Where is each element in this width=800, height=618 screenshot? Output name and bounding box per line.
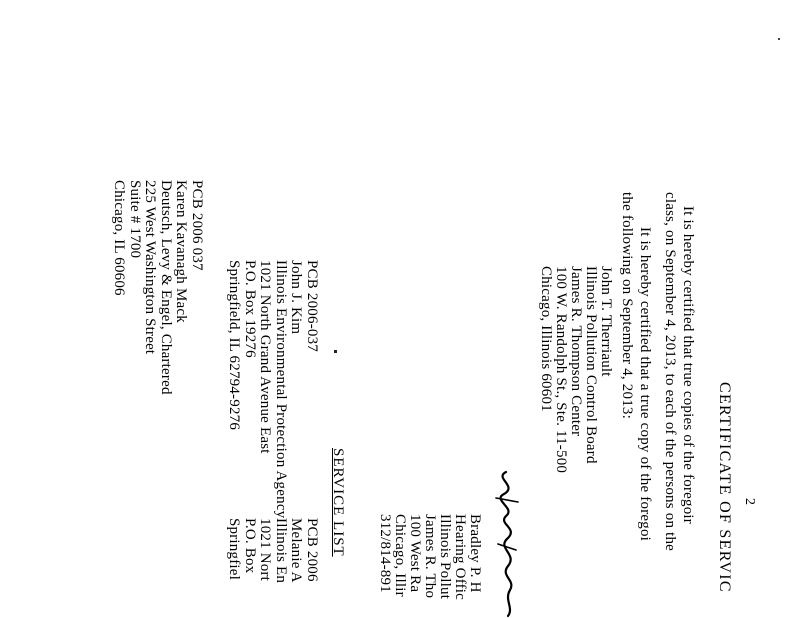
service-entry-line: 1021 Nort: [257, 518, 274, 582]
hearing-officer-line: Chicago, Illir: [392, 514, 408, 597]
service-entry-line: 225 West Washington Street: [142, 180, 159, 355]
service-list-entry: [226, 260, 319, 518]
service-entry-line: John J. Kim: [288, 260, 305, 335]
service-entry-line: 1021 North Grand Avenue East: [257, 260, 274, 454]
service-entry-line: PCB 2006: [304, 518, 320, 582]
board-address: [538, 266, 613, 473]
paragraph-1-line-2: class, on September 4, 2013, to each of the persons on the: [662, 192, 678, 552]
hearing-officer-line: James R. Tho: [422, 514, 438, 599]
service-entry-line: Illinois En: [273, 518, 289, 584]
service-entry-line: Karen Kavanagh Mack: [173, 180, 190, 323]
paragraph-2: [618, 192, 654, 541]
board-address-line: James R. Thompson Center: [568, 266, 584, 437]
hearing-officer-block: [377, 514, 482, 600]
board-address-line: 100 W. Randolph St., Ste. 11-500: [553, 266, 569, 474]
service-entry-line: P.O. Box: [242, 518, 258, 574]
paragraph-1: [661, 192, 697, 551]
service-entry-line: PCB 2006 037: [189, 180, 205, 271]
service-entry-line: Chicago, IL 60606: [111, 180, 128, 296]
service-list-title: [329, 448, 346, 557]
hearing-officer-line: Illinois Pollut: [437, 514, 453, 600]
service-entry-line: P.O. Box 19276: [242, 260, 258, 358]
board-address-line: Illinois Pollution Control Board: [583, 266, 599, 464]
service-entry-line: Illinois Environmental Protection Agency: [273, 260, 289, 519]
service-entry-line: Suite # 1700: [127, 180, 143, 259]
hearing-officer-line: Bradley P. H: [467, 514, 483, 593]
scan-speck: [778, 38, 780, 40]
service-list-entry: [226, 518, 319, 583]
page-number: [741, 498, 758, 505]
certificate-heading-text: CERTIFICATE OF SERVIC: [716, 382, 733, 593]
certificate-heading: [716, 382, 733, 593]
service-entry-line: Melanie A: [288, 518, 305, 583]
paragraph-1-line-1: It is hereby certified that true copies of the foregoir: [680, 206, 696, 524]
handwritten-signature: [488, 468, 524, 618]
service-entry-line: PCB 2006-037: [304, 260, 320, 352]
service-list-entry: [111, 180, 204, 395]
service-list-title-text: SERVICE LIST: [330, 448, 346, 557]
page-number-text: 2: [742, 498, 757, 506]
service-entry-line: Springfield, IL 62794-9276: [226, 260, 243, 431]
paragraph-2-line-1: It is hereby certified that a true copy of the foregoi: [637, 227, 653, 542]
service-entry-line: Springfiel: [226, 518, 243, 580]
hearing-officer-line: 312/814-891: [377, 514, 393, 593]
paragraph-2-line-2: the following on September 4, 2013:: [619, 192, 635, 419]
hearing-officer-line: 100 West Ra: [407, 514, 423, 593]
service-entry-line: Deutsch, Levy & Engel, Chartered: [158, 180, 174, 395]
board-address-line: Chicago, Illinois 60601: [538, 266, 554, 412]
hearing-officer-line: Hearing Offic: [452, 514, 468, 601]
scan-speck: [334, 350, 337, 353]
board-address-line: John T. Therriault: [598, 266, 614, 377]
